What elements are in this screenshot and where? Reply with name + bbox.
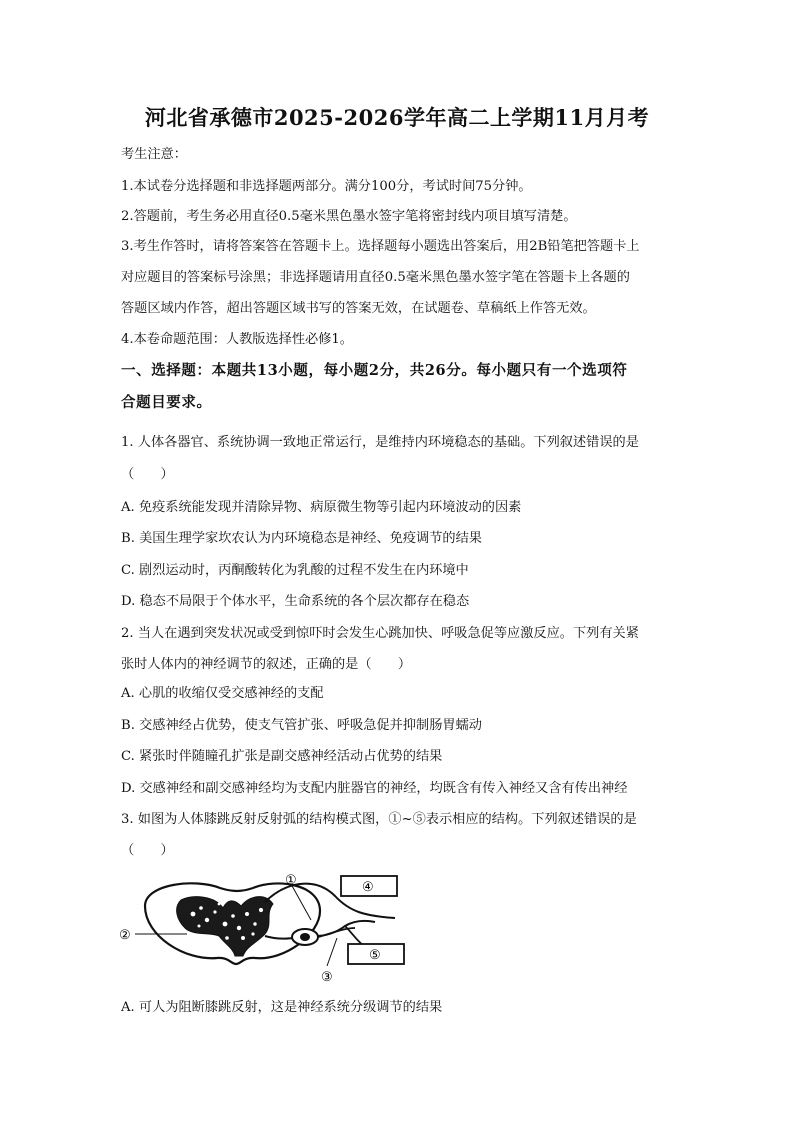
- question-1-option-b: B. 美国生理学家坎农认为内环境稳态是神经、免疫调节的结果: [121, 531, 482, 546]
- notice-item: 答题区域内作答，超出答题区域书写的答案无效，在试题卷、草稿纸上作答无效。: [121, 301, 596, 316]
- label-3: ③: [321, 970, 333, 985]
- question-1-stem-cont: （ ）: [121, 467, 174, 482]
- question-1-option-a: A. 免疫系统能发现并清除异物、病原微生物等引起内环境波动的因素: [121, 500, 522, 515]
- notice-item: 1.本试卷分选择题和非选择题两部分。满分100分，考试时间75分钟。: [121, 179, 532, 194]
- question-1-stem: 1. 人体各器官、系统协调一致地正常运行，是维持内环境稳态的基础。下列叙述错误的是: [121, 435, 639, 450]
- notice-item: 4.本卷命题范围：人教版选择性必修1。: [121, 332, 353, 347]
- notice-item: 2.答题前，考生务必用直径0.5毫米黑色墨水签字笔将密封线内项目填写清楚。: [121, 209, 577, 224]
- label-4: ④: [362, 880, 374, 895]
- question-2-option-a: A. 心肌的收缩仅受交感神经的支配: [121, 686, 324, 701]
- question-1-option-c: C. 剧烈运动时，丙酮酸转化为乳酸的过程不发生在内环境中: [121, 563, 469, 578]
- question-2-stem: 2. 当人在遇到突发状况或受到惊吓时会发生心跳加快、呼吸急促等应激反应。下列有关紧: [121, 626, 639, 641]
- question-3-stem-cont: （ ）: [121, 843, 174, 858]
- question-2-option-d: D. 交感神经和副交感神经均为支配内脏器官的神经，均既含有传入神经又含有传出神经: [121, 781, 628, 796]
- page-title: 河北省承德市2025-2026学年高二上学期11月月考: [144, 105, 650, 130]
- label-1: ①: [285, 873, 297, 888]
- question-1-option-d: D. 稳态不局限于个体水平，生命系统的各个层次都存在稳态: [121, 594, 470, 609]
- section-heading-cont: 合题目要求。: [121, 394, 212, 411]
- reflex-arc-diagram: [115, 866, 415, 986]
- label-5: ⑤: [369, 948, 381, 963]
- notice-item: 3.考生作答时，请将答案答在答题卡上。选择题每小题选出答案后，用2B铅笔把答题卡上: [121, 239, 640, 254]
- question-3-option-a: A. 可人为阻断膝跳反射，这是神经系统分级调节的结果: [121, 1000, 443, 1015]
- label-2: ②: [119, 928, 131, 943]
- notice-heading: 考生注意：: [121, 147, 187, 162]
- question-3-stem: 3. 如图为人体膝跳反射反射弧的结构模式图，①~⑤表示相应的结构。下列叙述错误的是: [121, 812, 637, 827]
- question-2-option-b: B. 交感神经占优势，使支气管扩张、呼吸急促并抑制肠胃蠕动: [121, 718, 482, 733]
- question-2-stem-cont: 张时人体内的神经调节的叙述，正确的是（ ）: [121, 657, 412, 672]
- question-2-option-c: C. 紧张时伴随瞳孔扩张是副交感神经活动占优势的结果: [121, 749, 443, 764]
- notice-item: 对应题目的答案标号涂黑；非选择题请用直径0.5毫米黑色墨水签字笔在答题卡上各题的: [121, 270, 630, 285]
- section-heading: 一、选择题：本题共13小题，每小题2分，共26分。每小题只有一个选项符: [121, 362, 628, 379]
